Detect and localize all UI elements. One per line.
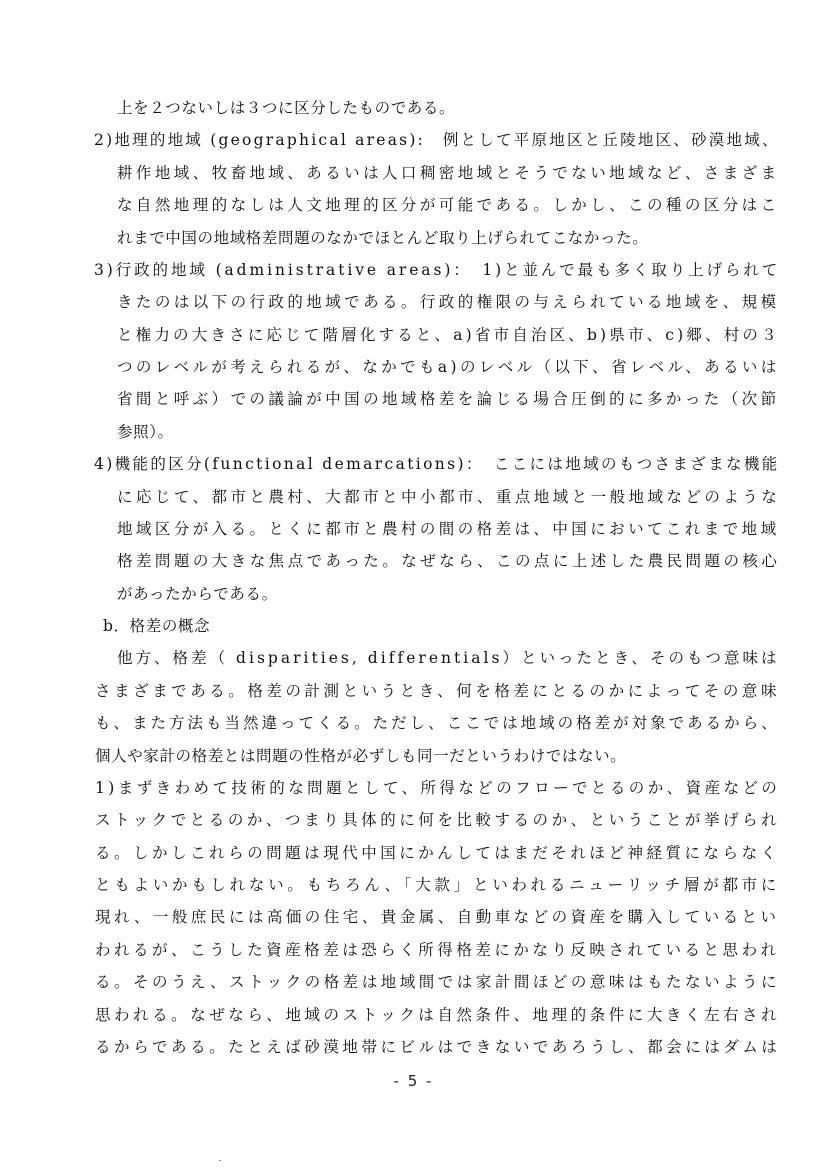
text-line: つのレベルが考えられるが、なかでもa)のレベル（以下、省レベル、あるいは [117, 358, 780, 377]
text-line: れまで中国の地域格差問題のなかでほとんど取り上げられてこなかった。 [117, 228, 649, 247]
text-line: があったからである。 [117, 584, 278, 603]
text-line: る。そのうえ、ストックの格差は地域間では家計間ほどの意味はもたないように [95, 973, 781, 992]
text-line: 地域区分が入る。とくに都市と農村の間の格差は、中国においてこれまで地域 [117, 519, 780, 538]
text-line: な自然地理的なしは人文地理的区分が可能である。しかし、この種の区分はこ [117, 196, 780, 215]
text-line: 耕作地域、牧畜地域、あるいは人口稠密地域とそうでない地域など、さまざま [117, 163, 780, 182]
text-line: さまざまである。格差の計測というとき、何を格差にとるのかによってその意味 [95, 681, 780, 700]
text-line: 省間と呼ぶ）での議論が中国の地域格差を論じる場合圧倒的に多かった（次節 [117, 390, 780, 409]
text-line: ストックでとるのか、つまり具体的に何を比較するのか、ということが挙げられ [95, 811, 781, 830]
text-line: 1)まずきわめて技術的な問題として、所得などのフローでとるのか、資産などの [95, 778, 781, 797]
text-line: 個人や家計の格差とは問題の性格が必ずしも同一だというわけではない。 [95, 746, 627, 765]
page-number: - 5 - [393, 1072, 434, 1090]
text-line: b．格差の概念 [103, 617, 211, 636]
text-line: 参照）。 [117, 422, 174, 441]
text-line: 思われる。なぜなら、地域のストックは自然条件、地理的条件に大きく左右され [95, 1005, 781, 1024]
text-line: われるが、こうした資産格差は恐らく所得格差にかなり反映されていると思われ [95, 940, 780, 959]
text-line: も、また方法も当然違ってくる。ただし、ここでは地域の格差が対象であるから、 [95, 714, 780, 733]
text-line: ともよいかもしれない。もちろん、「大款」といわれるニューリッチ層が都市に [95, 876, 781, 895]
text-line: 他方、格差（ disparities, differentials）といったとき、そのもつ意味は [117, 649, 780, 668]
text-line: る。しかしこれらの問題は現代中国にかんしてはまだそれほど神経質にならなく [95, 843, 780, 862]
text-line: 現れ、一般庶民には高価の住宅、貴金属、自動車などの資産を購入しているとい [95, 908, 780, 927]
text-line: 2)地理的地域 (geographical areas): 例として平原地区と丘陵地区、砂漠地域、 [94, 131, 780, 150]
text-line: 4)機能的区分(functional demarcations)： ここには地域のもつさまざまな機能 [94, 455, 780, 474]
scan-speck [219, 1160, 221, 1161]
text-line: 格差問題の大きな焦点であった。なぜなら、この点に上述した農民問題の核心 [117, 552, 781, 571]
text-line: るからである。たとえば砂漠地帯にビルはできないであろうし、都会にはダムは [95, 1038, 781, 1056]
text-line: 3)行政的地域 (administrative areas)： 1)と並んで最も多く取り上げられて [94, 260, 781, 279]
text-line: に応じて、都市と農村、大都市と中小都市、重点地域と一般地域などのような [117, 487, 781, 506]
text-line: きたのは以下の行政的地域である。行政的権限の与えられている地域を、規模 [117, 293, 780, 312]
text-line: 上を２つないしは３つに区分したものである。 [117, 99, 456, 117]
text-line: と権力の大きさに応じて階層化すると、a)省市自治区、b)県市、c)郷、村の３ [117, 325, 780, 344]
